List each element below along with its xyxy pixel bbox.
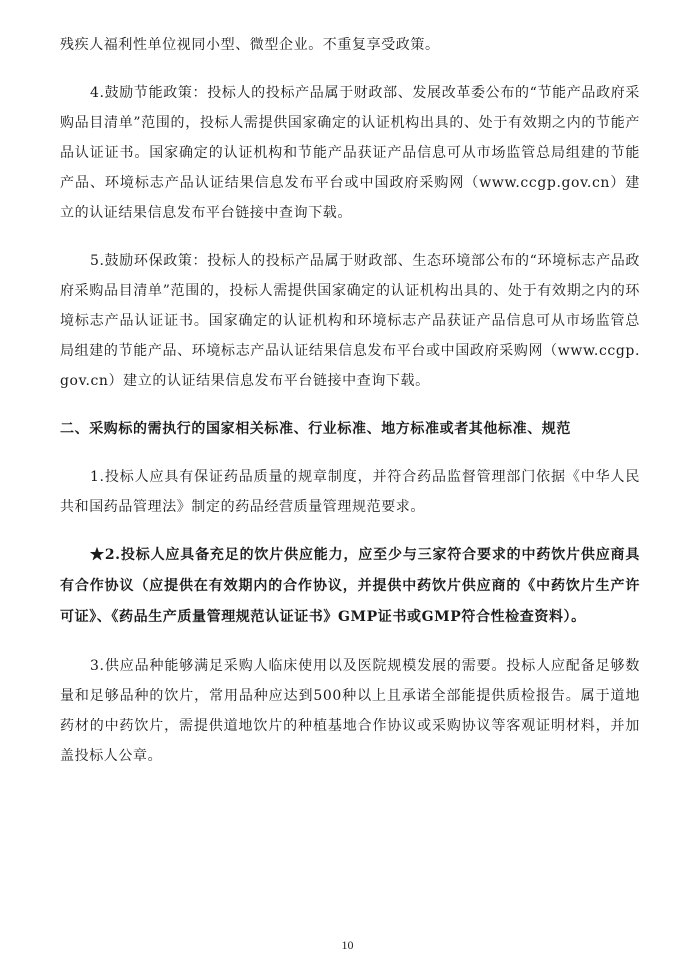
paragraph-item-1: 1.投标人应具有保证药品质量的规章制度，并符合药品监督管理部门依据《中华人民共和国药品管理法》制定的药品经营质量管理规范要求。 [60, 469, 640, 515]
paragraph-item-3: 3.供应品种能够满足采购人临床使用以及医院规模发展的需要。投标人应配备足够数量和足够品种的饮片，常用品种应达到500种以上且承诺全部能提供质检报告。属于道地药材的中药饮片，需提供道地饮片的种植基地合作协议或采购协议等客观证明材料，并加盖投标人公章。 [60, 658, 640, 764]
paragraph-energy-saving-policy: 4.鼓励节能政策：投标人的投标产品属于财政部、发展改革委公布的“节能产品政府采购品目清单”范围的，投标人需提供国家确定的认证机构出具的、处于有效期之内的节能产品认证证书。国家确定的认证机构和节能产品获证产品信息可从市场监管总局组建的节能产品、环境标志产品认证结果信息发布平台或中国政府采购网（www.ccgp.gov.cn）建立的认证结果信息发布平台链接中查询下载。 [60, 85, 640, 221]
paragraph-item-2-starred: ★2.投标人应具备充足的饮片供应能力，应至少与三家符合要求的中药饮片供应商具有合作协议（应提供在有效期内的合作协议，并提供中药饮片供应商的《中药饮片生产许可证》、《药品生产质量管理规范认证证书》GMP证书或GMP符合性检查资料）。 [60, 547, 640, 625]
section-heading-standards: 二、采购标的需执行的国家相关标准、行业标准、地方标准或者其他标准、规范 [60, 421, 571, 437]
paragraph-environmental-policy: 5.鼓励环保政策：投标人的投标产品属于财政部、生态环境部公布的“环境标志产品政府采购品目清单”范围的，投标人需提供国家确定的认证机构出具的、处于有效期之内的环境标志产品认证证书。国家确定的认证机构和环境标志产品获证产品信息可从市场监管总局组建的节能产品、环境标志产品认证结果信息发布平台或中国政府采购网（www.ccgp.gov.cn）建立的认证结果信息发布平台链接中查询下载。 [60, 253, 640, 389]
page-number: 10 [341, 938, 354, 952]
paragraph-continuation: 残疾人福利性单位视同小型、微型企业。不重复享受政策。 [60, 37, 440, 53]
document-body [60, 30, 640, 771]
